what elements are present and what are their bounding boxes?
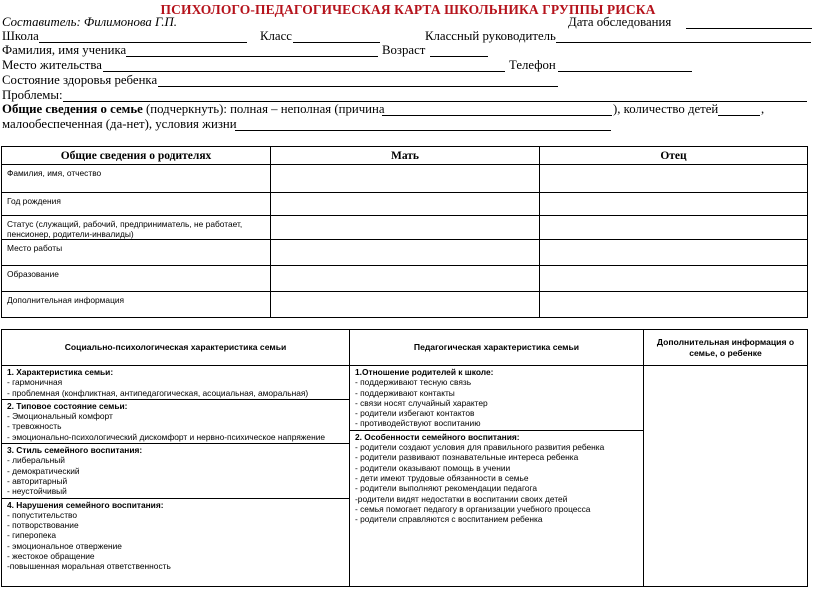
family-info-bold: Общие сведения о семье	[2, 102, 143, 116]
list-item[interactable]: - Эмоциональный комфорт	[7, 411, 113, 422]
social-section-title: 3. Стиль семейного воспитания:	[7, 445, 143, 456]
row-label-status: Статус (служащий, рабочий, предприниматель, не работает, пенсионер, родители-инвалиды)	[2, 216, 271, 240]
pedagogical-section-title: 1.Отношение родителей к школе:	[355, 367, 494, 377]
table-row	[2, 165, 808, 193]
list-item[interactable]: -родители видят недостатки в воспитании своих детей	[355, 493, 568, 504]
parents-header-general: Общие сведения о родителях	[2, 147, 271, 165]
mother-workplace-cell[interactable]	[271, 240, 540, 266]
table-row	[2, 366, 808, 587]
family-header-additional: Дополнительная информация о семье, о ребенке	[644, 330, 808, 366]
social-section-title: 4. Нарушения семейного воспитания:	[7, 499, 164, 510]
family-header-social: Социально-психологическая характеристика семьи	[2, 330, 350, 366]
social-section-title: 1. Характеристика семьи:	[7, 367, 114, 377]
list-item[interactable]: - родители оказывают помощь в учении	[355, 462, 511, 473]
row-label-birth-year: Год рождения	[2, 193, 271, 216]
social-section	[2, 498, 349, 573]
list-item[interactable]: - гиперопека	[7, 530, 57, 541]
social-section	[2, 399, 349, 443]
family-info-line	[2, 102, 385, 117]
residence-field[interactable]	[103, 71, 505, 72]
student-name-field[interactable]	[126, 56, 378, 57]
pedagogical-characteristics-cell	[350, 366, 644, 587]
list-item[interactable]: - родители развивают познавательные интереса ребенка	[355, 452, 579, 463]
row-label-fio: Фамилия, имя, отчество	[2, 165, 271, 193]
living-conditions-field[interactable]	[235, 130, 611, 131]
mother-fio-cell[interactable]	[271, 165, 540, 193]
residence-label: Место жительства	[2, 58, 102, 72]
list-item[interactable]: - проблемная (конфликтная, антипедагогическая, асоциальная, аморальная)	[7, 387, 309, 398]
exam-date-label: Дата обследования	[568, 15, 672, 29]
list-item[interactable]: - поддерживают тесную связь	[355, 377, 472, 388]
class-teacher-label: Классный руководитель	[425, 29, 556, 43]
list-item[interactable]: - семья помогает педагогу в организации учебного процесса	[355, 503, 591, 514]
age-label: Возраст	[382, 43, 426, 57]
table-row	[2, 193, 808, 216]
father-fio-cell[interactable]	[540, 165, 808, 193]
row-label-workplace: Место работы	[2, 240, 271, 266]
list-item[interactable]: - родители справляются с воспитанием ребенка	[355, 514, 543, 525]
father-status-cell[interactable]	[540, 216, 808, 240]
table-row	[2, 216, 808, 240]
list-item[interactable]: - авторитарный	[7, 475, 68, 486]
problems-label: Проблемы:	[2, 88, 63, 102]
children-comma: ,	[761, 102, 765, 116]
low-income-label: малообеспеченная (да-нет), условия жизни	[2, 117, 237, 131]
family-table	[1, 329, 808, 587]
family-info-rest: (подчеркнуть): полная – неполная (причина	[142, 102, 385, 116]
additional-info-cell[interactable]	[644, 366, 808, 587]
social-section	[2, 443, 349, 497]
father-workplace-cell[interactable]	[540, 240, 808, 266]
list-item[interactable]: - неустойчивый	[7, 486, 67, 497]
list-item[interactable]: - эмоциональное отвержение	[7, 540, 122, 551]
parents-header-father: Отец	[540, 147, 808, 165]
father-education-cell[interactable]	[540, 266, 808, 292]
list-item[interactable]: - поддерживают контакты	[355, 387, 455, 398]
list-item[interactable]: - родители создают условия для правильного развития ребенка	[355, 442, 605, 453]
list-item[interactable]: - попустительство	[7, 509, 78, 520]
table-row	[2, 266, 808, 292]
list-item[interactable]: - потворствование	[7, 520, 79, 531]
list-item[interactable]: - либеральный	[7, 455, 65, 466]
mother-status-cell[interactable]	[271, 216, 540, 240]
list-item[interactable]: - родители выполняют рекомендации педагога	[355, 483, 538, 494]
list-item[interactable]: - эмоционально-психологический дискомфорт и нервно-психическое напряжение	[7, 431, 326, 442]
health-label: Состояние здоровья ребенка	[2, 73, 158, 87]
mother-additional-cell[interactable]	[271, 292, 540, 318]
pedagogical-section	[350, 430, 643, 526]
health-field[interactable]	[158, 86, 558, 87]
class-field[interactable]	[293, 42, 380, 43]
class-label: Класс	[260, 29, 292, 43]
social-characteristics-cell	[2, 366, 350, 587]
phone-label: Телефон	[509, 58, 556, 72]
student-name-label: Фамилия, имя ученика	[2, 43, 127, 57]
parents-header-mother: Мать	[271, 147, 540, 165]
list-item[interactable]: - дети имеют трудовые обязанности в семье	[355, 472, 529, 483]
exam-date-field[interactable]	[686, 28, 812, 29]
list-item[interactable]: - тревожность	[7, 421, 62, 432]
pedagogical-section-title: 2. Особенности семейного воспитания:	[355, 431, 520, 442]
list-item[interactable]: - гармоничная	[7, 377, 63, 388]
children-count-field[interactable]	[718, 115, 760, 116]
children-count-label: ), количество детей	[613, 102, 719, 116]
table-row	[2, 292, 808, 318]
social-section	[2, 366, 349, 399]
parents-table-header	[2, 147, 808, 165]
class-teacher-field[interactable]	[556, 42, 811, 43]
table-row	[2, 240, 808, 266]
list-item[interactable]: - жестокое обращение	[7, 551, 95, 562]
mother-birth-year-cell[interactable]	[271, 193, 540, 216]
social-section-title: 2. Типовое состояние семьи:	[7, 400, 128, 411]
row-label-education: Образование	[2, 266, 271, 292]
list-item[interactable]: - родители избегают контактов	[355, 408, 475, 419]
compiler-label: Составитель: Филимонова Г.П.	[2, 15, 177, 29]
family-table-header	[2, 330, 808, 366]
page-title: ПСИХОЛОГО-ПЕДАГОГИЧЕСКАЯ КАРТА ШКОЛЬНИКА ГРУППЫ РИСКА	[160, 2, 656, 17]
mother-education-cell[interactable]	[271, 266, 540, 292]
parents-table	[1, 146, 808, 318]
phone-field[interactable]	[558, 71, 692, 72]
father-birth-year-cell[interactable]	[540, 193, 808, 216]
family-reason-field[interactable]	[382, 115, 612, 116]
pedagogical-section	[350, 366, 643, 430]
father-additional-cell[interactable]	[540, 292, 808, 318]
age-field[interactable]	[430, 56, 488, 57]
school-label: Школа	[2, 29, 39, 43]
family-header-pedagogical: Педагогическая характеристика семьи	[350, 330, 644, 366]
list-item[interactable]: - демократический	[7, 465, 80, 476]
list-item[interactable]: - противодействуют воспитанию	[355, 418, 481, 429]
list-item[interactable]: - связи носят случайный характер	[355, 397, 488, 408]
row-label-additional: Дополнительная информация	[2, 292, 271, 318]
list-item[interactable]: -повышенная моральная ответственность	[7, 561, 171, 572]
